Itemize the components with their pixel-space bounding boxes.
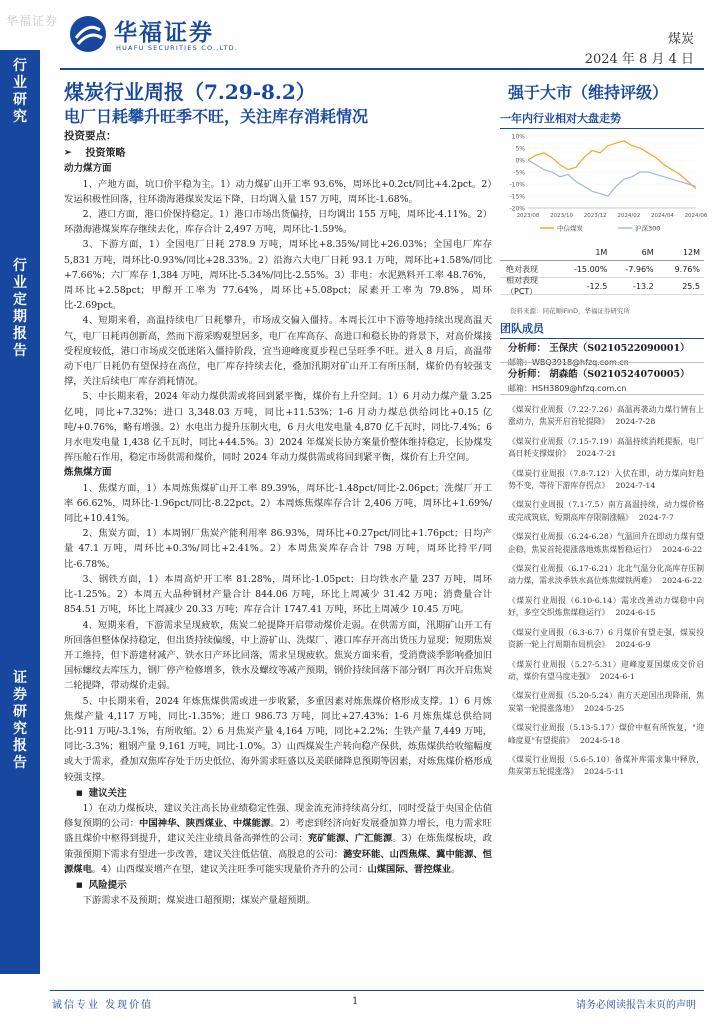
thermal-para: 2、港口方面，港口价保持稳定。1）港口市场出货偏持，日均调出 155 万吨，周环比-4.11%。2）环渤海港煤炭库存继续去化，库存合计 2,497 万吨，周环比-1.59%。 <box>64 209 492 236</box>
main-body <box>64 128 492 908</box>
divider <box>500 362 704 363</box>
coking-heading: 炼焦煤方面 <box>64 467 112 479</box>
related-report-link[interactable]: 《煤炭行业周报（7.8-7.12）入伏在即，动力煤向好趋势不变，等待下游库存拐点》 2024-7-14 <box>508 468 704 491</box>
legend-label: 沪深300 <box>635 224 661 233</box>
analyst-name: 分析师： 胡森皓（S0210524070005） <box>508 369 690 380</box>
series-line-1 <box>528 160 696 196</box>
logo-cn: 华福证券 <box>114 20 214 46</box>
related-report-link[interactable]: 《煤炭行业周报（6.10-6.14）需求改善动力煤稳中向好，多空交织炼焦煤稳运行》 2024-6-15 <box>508 595 704 618</box>
y-tick-label: -5% <box>513 169 525 177</box>
related-report-link[interactable]: 《煤炭行业周报（6.17-6.21）北北气温分化高库存压制动力煤，需求淡季铁水高位炼焦煤铁两难》 2024-6-22 <box>508 564 704 586</box>
related-report-link[interactable]: 《煤炭行业周报（5.20-5.24）南方天逆国出现降雨，焦炭第一轮提涨落地》 2024-5-25 <box>508 691 704 713</box>
strategy-heading: 投资策略 <box>85 148 126 160</box>
team-heading: 团队成员 <box>500 320 704 339</box>
coking-para: 1、焦煤方面，1）本周炼焦煤矿山开工率 89.39%，周环比-1.48pct/同比-2.06pct；洗煤厂开工率 66.62%，周环比-1.96pct/同比-8.22pct。2）本周炼焦煤库存合计 2,406 万吨，周环比+1.69%/同比+10.41%。 <box>64 482 492 525</box>
suggest-para: 1）在动力煤板块，建议关注高长协业绩稳定性强、现金流充沛持续高分红，同时受益于央国企估值修复预期的公司：中国神华、陕西煤业、中煤能源。2）考虑到经济向好发展叠加算力增长，电力需求旺盛且煤价中枢得到提升，建议关注业绩具备高弹性的公司：兖矿能源、广汇能源。3）在炼焦煤板块，政策强预期下需求有望进一步改善，建议关注低估值、高股息的公司：潞安环能、山西焦煤、冀中能源、恒源煤电。4）山西煤炭增产在望，建议关注旺季可能实现量价齐升的公司：山煤国际、晋控煤业。 <box>64 802 492 875</box>
x-tick-label: 2023/08 <box>516 213 540 219</box>
y-tick-label: -10% <box>509 181 525 189</box>
divider <box>500 394 704 395</box>
related-report-link[interactable]: 《煤炭行业周报（6.3-6.7）6 月煤价有望走强，煤炭投资新一轮上行周期布局机会》 2024-6-9 <box>508 627 704 650</box>
sidebar-label-industry-research: 行 业 研 究 <box>13 58 27 125</box>
key-points-heading: 投资要点： <box>64 130 117 142</box>
risk-text: 下游需求不及预期；煤炭进口超预期；煤炭产量超预期。 <box>82 895 316 907</box>
x-tick-label: 2024/06 <box>684 213 708 219</box>
table-source: 资料来源：同花顺iFinD，华福证券研究所 <box>510 307 631 315</box>
coking-para: 3、钢铁方面，1）本周高炉开工率 81.28%，周环比-1.05pct；日均铁水产量 237 万吨，周环比-1.25%。2）本周五大品种钢材产量合计 844.06 万吨，环比上周减少 31.42 万吨；消费量合计 854.51 万吨，环比上周减少 20.33 万吨；库存合计 1747.41 万吨，环比上周减少 10.45 万吨。 <box>64 573 492 616</box>
sidebar-label-periodic-report: 行 业 定 期 报 告 <box>13 258 27 359</box>
coking-para: 2、焦炭方面，1）本周钢厂焦炭产能利用率 86.93%，周环比+0.27pct/同比+1.76pct；日均产量 47.1 万吨，周环比+0.3%/同比+2.41%。2）本周焦炭库存合计 798 万吨，周环比持平/同比-6.78%。 <box>64 528 492 570</box>
logo-en: HUAFU SECURITIES CO.,LTD. <box>116 44 239 52</box>
analyst-2 <box>508 366 704 394</box>
report-subtitle: 电厂日耗攀升旺季不旺，关注库存消耗情况 <box>64 107 369 126</box>
related-report-link[interactable]: 《煤炭行业周报（7.22-7.26）高温再袭动力煤行情有上涨动力，焦炭开启首轮提降》 2024-7-28 <box>508 405 704 427</box>
x-tick-label: 2024/02 <box>617 213 641 219</box>
y-tick-label: -20% <box>509 205 525 213</box>
left-sidebar <box>0 50 40 974</box>
related-reports <box>508 404 704 786</box>
legend-label: 中信煤炭 <box>557 224 583 233</box>
analyst-email: 邮箱：HSH3809@hfzq.com.cn <box>508 384 627 393</box>
header-divider <box>60 68 704 70</box>
strategy-heading-row <box>64 146 492 161</box>
analyst-1 <box>508 340 704 368</box>
page-number: 1 <box>352 996 359 1007</box>
risk-heading: ■ 风险提示 <box>76 877 492 893</box>
thermal-para: 1、产地方面，坑口价平稳为主。1）动力煤矿山开工率 93.6%，周环比+0.2ct/同比+4.2pct。2）发运积极性回落，往环渤海港煤炭发运下降，日均调入量 157 万吨，周环比-1.68%。 <box>64 178 492 205</box>
thermal-heading: 动力煤方面 <box>64 163 112 175</box>
related-report-link[interactable]: 《煤炭行业周报（7.15-7.19）高温持续消耗提振，电厂高日耗支撑煤价》 2024-7-21 <box>508 436 704 459</box>
performance-table <box>500 244 704 295</box>
related-report-link[interactable]: 《煤炭行业周报（7.1-7.5）南方高温持续，动力煤价格或完成筑底，短期高库存限制涨幅》 2024-7-7 <box>508 500 704 522</box>
related-report-link[interactable]: 《煤炭行业周报（6.24-6.28）气温回升在即动力煤有望企稳，焦炭首轮提涨落地炼焦煤暂稳运行》 2024-6-22 <box>508 532 704 554</box>
thermal-para: 5、中长期来看，2024 年动力煤供需或将回到紧平衡，煤价有上升空间。1）6 月动力煤产量 3.25 亿吨，同比+7.32%；进口 3,348.03 万吨，同比+11.53%；1-6 月动力煤总供给同比+0.15 亿吨/+0.76%，略有增强。2）水电出力提升压制火电，6 月火电发电量 4,870 亿千瓦时，同比-7.4%；6 月水电发电量 1,438 亿千瓦时，同比+44.5%。3）2024 年煤炭长协方案量价整体维持稳定，长协煤发挥压舱石作用，稳定市场供需和煤价，同时 2024 年动力煤供需或将回到紧平衡，煤价有上升空间。 <box>64 391 492 464</box>
table-header-row: 1M 6M 12M <box>500 244 704 261</box>
y-tick-label: -15% <box>509 193 525 201</box>
footer-disclaimer: 请务必阅读报告末页的声明 <box>576 1000 696 1011</box>
x-tick-label: 2024/04 <box>650 213 674 219</box>
company-logo <box>68 14 258 58</box>
table-row: 绝对表现 -15.00% -7.96% 9.76% <box>500 261 704 278</box>
report-title: 煤炭行业周报（7.29-8.2） <box>64 80 316 104</box>
coking-para: 4、短期来看，下游需求呈现疲软，焦炭二轮提降开启带动煤价走弱。在供需方面，汛期矿山开工有所回落但整体保持稳定，但出货持续偏缓，中上游矿山、洗煤厂、港口库存开高出货压力显现；短期焦炭开工维持，但下游建材减产、铁水日产环比回落，需求呈现疲软。焦炭方面来看，受消费淡季影响叠加旧国标螺纹去库压力，钢厂停产检修增多，铁水及螺纹等减产预期，钢价持续回落下部分钢厂再次开启焦炭二轮提降，带动煤价走弱。 <box>64 619 492 692</box>
y-tick-label: 5% <box>515 145 525 153</box>
suggest-heading: ■ 建议关注 <box>76 785 492 801</box>
related-report-link[interactable]: 《煤炭行业周报（5.27-5.31）迎峰度夏国煤成交价启动，煤价有望马度走强》 2024-6-1 <box>508 659 704 681</box>
trend-chart <box>500 130 708 234</box>
thermal-para: 3、下游方面，1）全国电厂日耗 278.9 万吨，周环比+8.35%/同比+26.03%；全国电厂库存 5,831 万吨，周环比-0.93%/同比+28.33%。2）沿海六大电厂日耗 93.1 万吨，周环比+1.58%/同比+7.66%；六厂库存 1,384 万吨，周环比-5.34%/同比-2.55%。3）非电：水泥熟料开工率 48.76%，周环比+2.58pct；甲醇开工率为 77.64%，周环比+5.08pct；尿素开工率为 79.8%，周环比-2.69pct。 <box>64 239 492 312</box>
report-date: 2024 年 8 月 4 日 <box>584 52 694 67</box>
x-tick-label: 2023/10 <box>550 213 574 219</box>
arrow-icon: ➢ <box>64 148 72 159</box>
watermark: 华福证券 <box>6 14 59 28</box>
sidebar-label-securities-report: 证 券 研 究 报 告 <box>13 670 27 771</box>
thermal-para: 4、短期来看，高温持续电厂日耗攀升，市场成交偏入僵持。本周长江中下游等地持续出现高温天气，电厂日耗再创新高，然而下游采购观望居多，电厂在库高存、高进口和稳长协的背景下，对高价煤接受程度较低，港口市场成交低迷陷入僵持阶段，宜当迎峰度夏步程已呈旺季不旺。进入 8 月后，高温带动下电厂日耗仍有望保持在高位，电厂库存持续去化，叠加汛期对矿山开工有所压制，煤价仍有较强支撑，关注后续电厂库存消耗情况。 <box>64 315 492 388</box>
y-tick-label: 0% <box>515 157 525 165</box>
related-report-link[interactable]: 《煤炭行业周报（5.6-5.10）备煤补库需求集中释放，焦炭第五轮提涨落》 2024-5-11 <box>508 754 704 777</box>
rating: 强于大市（维持评级） <box>508 83 669 102</box>
footer-slogan: 诚信专业 发现价值 <box>52 1000 154 1011</box>
analyst-name: 分析师： 王保庆（S0210522090001） <box>508 343 690 354</box>
related-report-link[interactable]: 《煤炭行业周报（5.13-5.17）煤价中枢有所恢复，"迎峰度夏"有望提前》 2024-5-18 <box>508 723 704 745</box>
industry-tag: 煤炭 <box>667 32 694 47</box>
y-tick-label: 10% <box>511 133 525 141</box>
logo-mark-icon <box>68 14 108 54</box>
footer-divider <box>50 990 704 991</box>
x-tick-label: 2023/12 <box>583 213 607 219</box>
coking-para: 5、中长期来看，2024 年炼焦煤供需或进一步收紧，多重因素对炼焦煤价格形成支撑。1）6 月炼焦煤产量 4,117 万吨，同比-1.35%；进口 986.73 万吨，同比+27.43%；1-6 月炼焦煤总供给同比-911 万吨/-3.1%，有所收缩。2）6 月焦炭产量 4,164 万吨，同比+2.2%；生铁产量 7,449 万吨，同比-3.3%；粗钢产量 9,161 万吨，同比-1.0%。3）山西煤炭生产转向稳产保供，炼焦煤供给收缩幅度或大于需求，叠加双焦库存处于历史低位、海外需求旺盛以及美联储降息预期等因素，对炼焦煤价格形成较强支撑。 <box>64 695 492 783</box>
chart-title: 一年内行业相对大盘走势 <box>500 110 704 129</box>
table-row: 相对表现（PCT） -12.5 -13.2 25.5 <box>500 278 704 295</box>
